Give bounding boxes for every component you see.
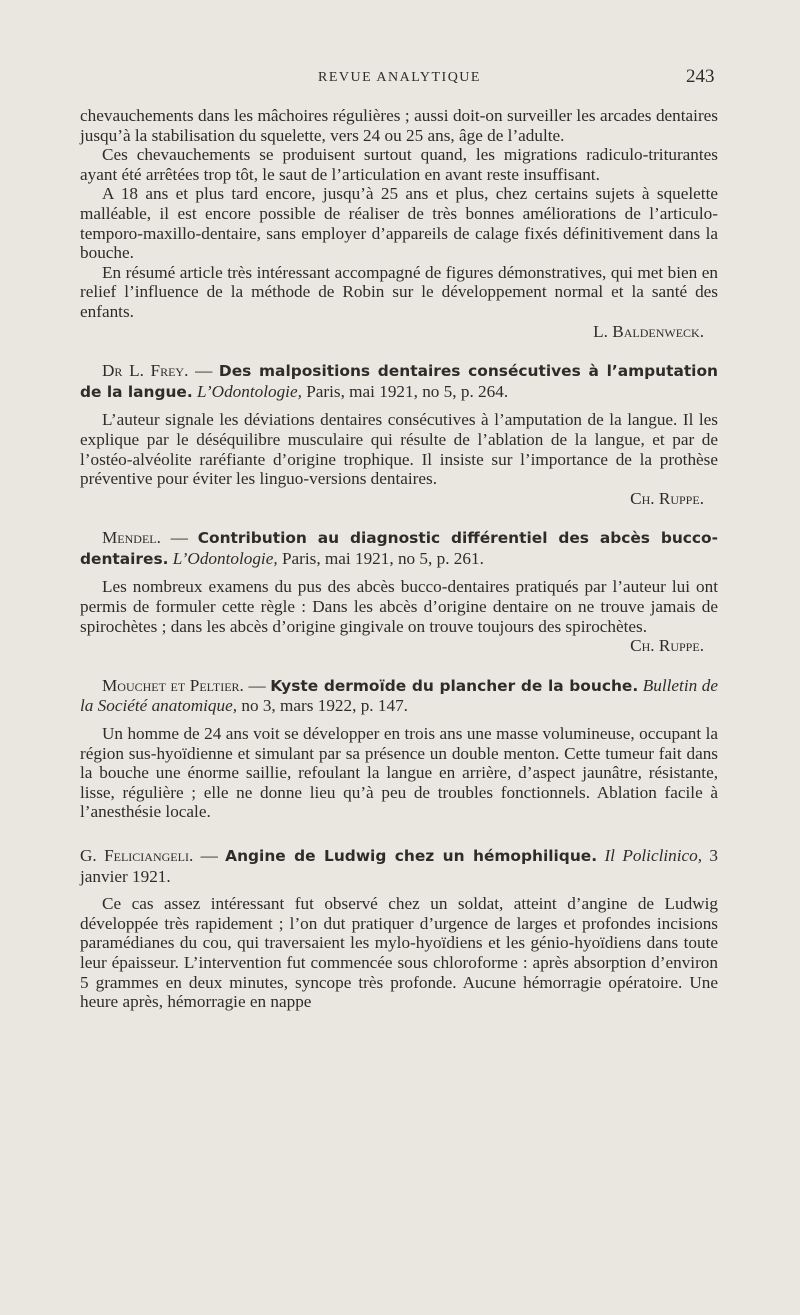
heading-dash: — (243, 675, 271, 695)
intro-paragraph: En résumé article très intéressant accompagné de figures démonstratives, qui met bien en relief l’influence de la méthode de Robin sur le développement normal et la santé des enfants. (80, 262, 718, 321)
article-reference: 3 janvier 1921. (80, 846, 718, 886)
article-journal: L’Odontologie, (172, 548, 278, 568)
article-author: Mouchet et Peltier. (102, 675, 244, 695)
page-number: 243 (686, 66, 715, 87)
article-abstract: Un homme de 24 ans voit se développer en trois ans une masse volumineuse, occupant la région sus-hyoïdienne et simulant par sa présence un double menton. Cette tumeur fait dans la bouche une énorme saillie, refoulant la langue en arrière, d’aspect jaunâtre, résistante, lisse, régulière ; elle ne donne lieu qu’à peu de troubles fonctionnels. Ablation facile à l’anesthésie locale. (80, 724, 718, 822)
review-signature: Ch. Ruppe. (630, 636, 704, 656)
article-abstract: Les nombreux examens du pus des abcès bucco-dentaires pratiqués par l’auteur lui ont permis de formuler cette règle : Dans les abcès d’origine dentaire on ne trouve jamais de spirochètes ; dans les abcès d’origine gingivale on trouve toujours des spirochètes. (80, 577, 718, 636)
article-author: Mendel. (102, 528, 161, 548)
article-heading (80, 676, 718, 716)
article-abstract: Ce cas assez intéressant fut observé chez un soldat, atteint d’angine de Ludwig développée très rapidement ; l’on dut pratiquer d’urgence de larges et profondes incisions paramédianes du cou, qui traversaient les mylo-hyoïdiens et les génio-hyoïdiens dans toute leur épaisseur. L’intervention fut commencée sous chloroforme : après absorption d’environ 5 grammes en deux minutes, syncope très profonde. Aucune hémorragie opératoire. Une heure après, hémorragie en nappe (80, 894, 718, 1012)
heading-dash: — (160, 528, 198, 548)
intro-paragraph: chevauchements dans les mâchoires régulières ; aussi doit-on surveiller les arcades dentaires jusqu’à la stabilisation du squelette, vers 24 ou 25 ans, âge de l’adulte. (80, 106, 718, 145)
article-title: Des malpositions dentaires consécutives à l’amputation de la langue. (80, 362, 718, 401)
running-head: REVUE ANALYTIQUE (318, 70, 481, 85)
article-heading (80, 361, 718, 402)
article-author: Dr L. Frey. (102, 361, 189, 381)
heading-dash: — (193, 846, 226, 865)
article-title: Kyste dermoïde du plancher de la bouche. (270, 676, 639, 695)
review-signature: Ch. Ruppe. (630, 488, 704, 508)
article-heading (80, 846, 718, 886)
page-content (80, 106, 718, 1012)
article-journal: L’Odontologie, (197, 381, 302, 401)
review-signature: L. Baldenweck. (593, 321, 704, 341)
article-reference: Paris, mai 1921, no 5, p. 264. (301, 381, 509, 401)
article-author: G. Feliciangeli. (80, 846, 194, 865)
article-reference: no 3, mars 1922, p. 147. (237, 696, 408, 716)
article-journal: Il Policlinico, (604, 846, 703, 865)
article-abstract: L’auteur signale les déviations dentaires consécutives à l’amputation de la langue. Il les explique par le déséquilibre musculaire qui résulte de l’ablation de la langue, et par de l’ostéo-alvéolite raréfiante d’origine trophique. Il insiste sur l’importance de la prothèse préventive pour éviter les linguo-versions dentaires. (80, 410, 718, 489)
heading-dash: — (188, 361, 219, 381)
article-journal: Bulletin de la Société anatomique, (80, 675, 719, 716)
intro-paragraph: A 18 ans et plus tard encore, jusqu’à 25 ans et plus, chez certains sujets à squelette malléable, il est encore possible de réaliser de très bonnes améliorations de l’articulo-temporo-maxillo-dentaire, sans employer d’appareils de calage fixés définitivement dans la bouche. (80, 184, 718, 263)
article-heading (80, 528, 718, 569)
page-header (0, 62, 800, 90)
article-title: Angine de Ludwig chez un hémophilique. (225, 847, 598, 865)
article-title: Contribution au diagnostic différentiel des abcès bucco-dentaires. (80, 529, 718, 568)
intro-paragraph: Ces chevauchements se produisent surtout quand, les migrations radiculo-triturantes ayant été arrêtées trop tôt, le saut de l’articulation en avant reste insuffisant. (80, 145, 718, 184)
article-reference: Paris, mai 1921, no 5, p. 261. (277, 548, 484, 568)
